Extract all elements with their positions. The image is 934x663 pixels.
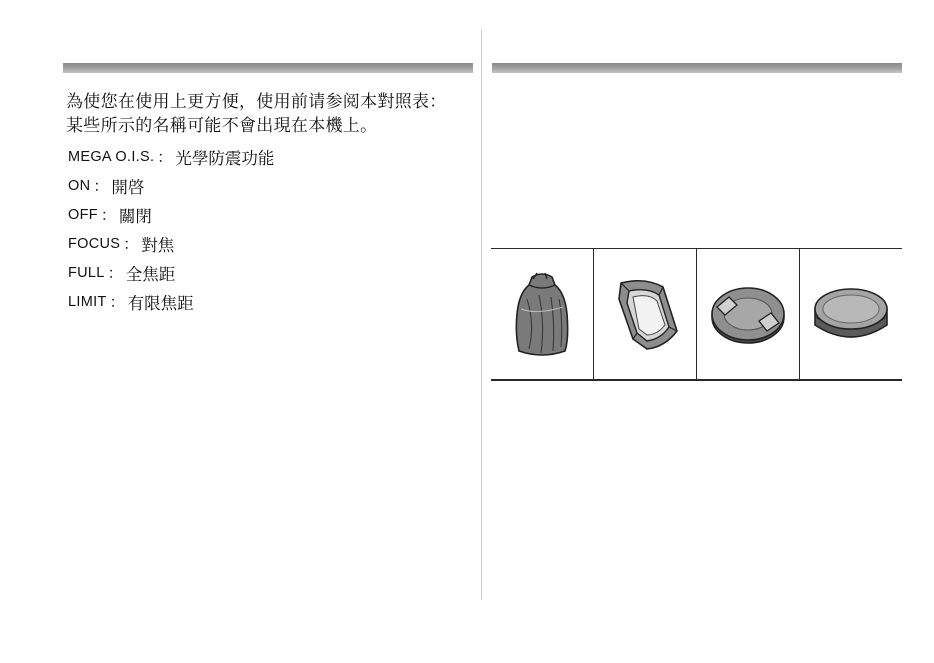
- term-separator: ：: [109, 293, 125, 311]
- column-divider: [481, 30, 482, 600]
- term-english: FOCUS: [68, 235, 121, 252]
- term-separator: ：: [100, 206, 116, 224]
- term-row-full: [68, 258, 274, 287]
- term-english: FULL: [68, 264, 105, 281]
- lens-cap-icon: [707, 279, 789, 349]
- term-separator: ：: [93, 177, 109, 195]
- accessory-cell-hood: [594, 249, 697, 379]
- term-chinese: 關閉: [118, 206, 152, 226]
- term-chinese: 全焦距: [125, 264, 176, 284]
- accessory-table: [491, 248, 902, 381]
- intro-line-1: 為使您在使用上更方便，使用前请参阅本對照表：: [66, 92, 447, 112]
- term-chinese: 光學防震功能: [175, 148, 275, 168]
- term-chinese: 有限焦距: [127, 293, 194, 313]
- term-list: [68, 142, 274, 316]
- left-section-bar: [63, 63, 473, 73]
- right-section-bar: [492, 63, 902, 73]
- term-english: LIMIT: [68, 293, 107, 310]
- lens-pouch-icon: [507, 269, 577, 359]
- term-english: MEGA O.I.S.: [68, 148, 155, 165]
- term-separator: ：: [157, 148, 173, 166]
- accessory-cell-pouch: [491, 249, 594, 379]
- accessory-cell-rear-cap: [800, 249, 902, 379]
- term-separator: ：: [107, 264, 123, 282]
- term-row-limit: [68, 287, 274, 316]
- term-english: ON: [68, 177, 91, 194]
- term-row-focus: [68, 229, 274, 258]
- accessory-cell-front-cap: [697, 249, 800, 379]
- term-row-off: [68, 200, 274, 229]
- term-english: OFF: [68, 206, 98, 223]
- term-row-on: [68, 171, 274, 200]
- term-chinese: 對焦: [141, 235, 175, 255]
- term-chinese: 開啓: [111, 177, 145, 197]
- term-row-mega-ois: [68, 142, 274, 171]
- lens-rear-cap-icon: [808, 279, 894, 349]
- lens-hood-icon: [605, 269, 685, 359]
- intro-line-2: 某些所示的名稱可能不會出現在本機上。: [66, 116, 378, 136]
- term-separator: ：: [123, 235, 139, 253]
